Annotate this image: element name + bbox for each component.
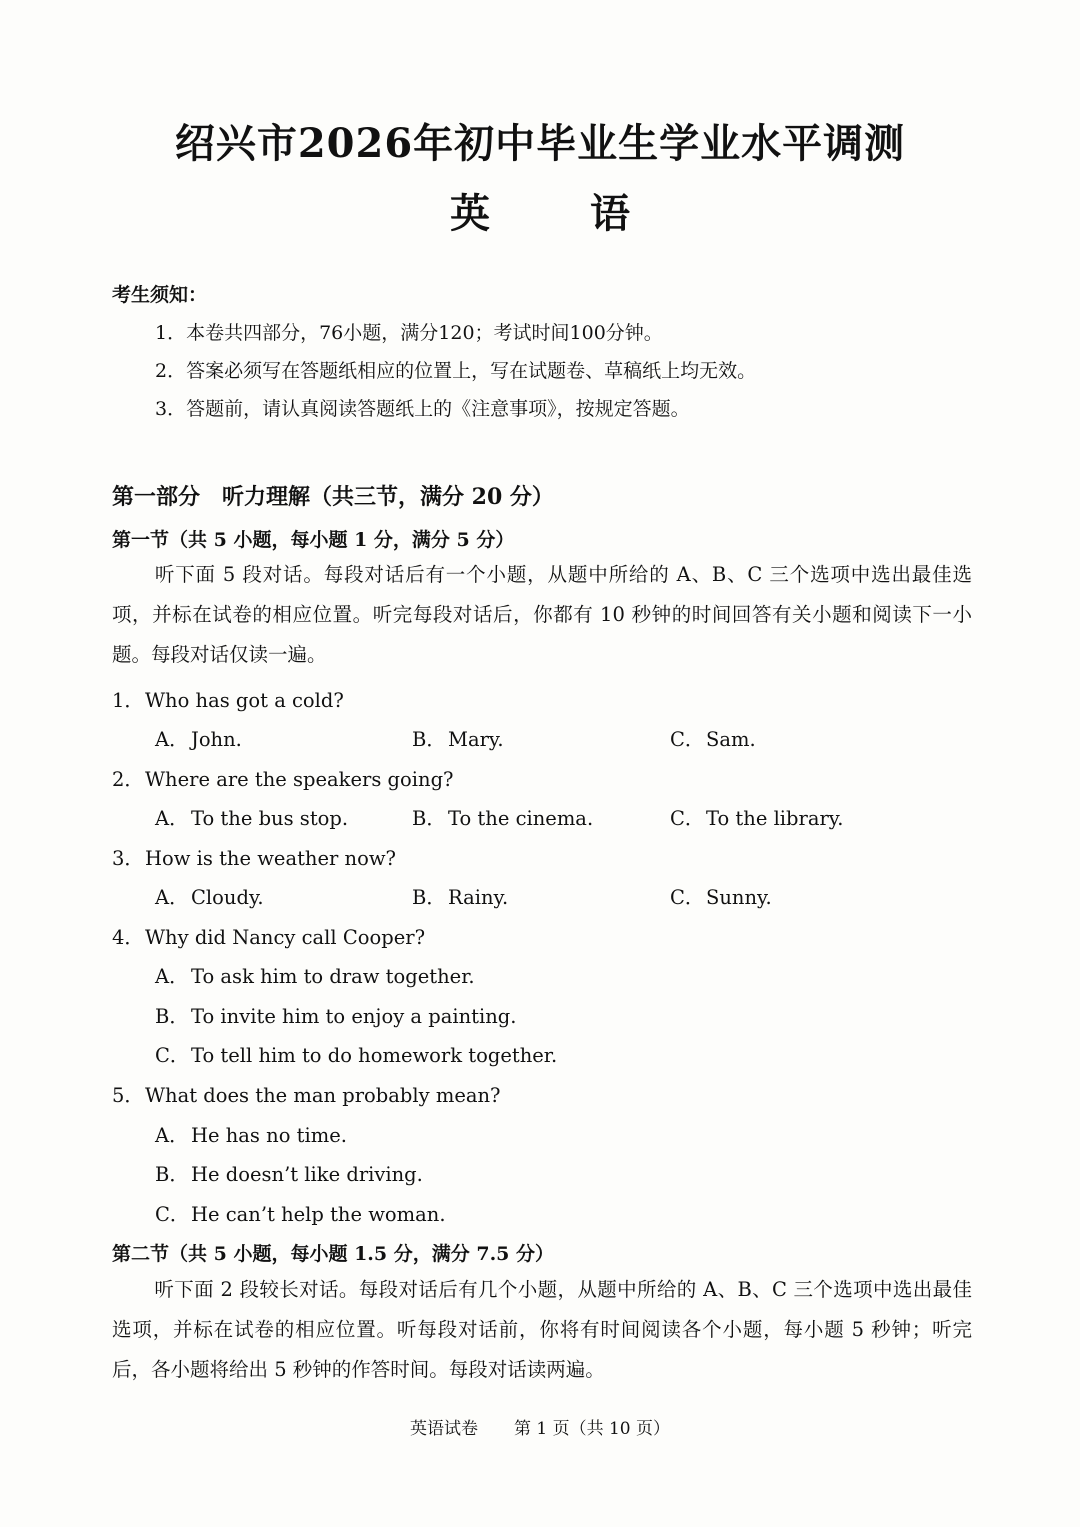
question-5	[112, 1080, 501, 1108]
question-number: 2．	[112, 768, 144, 791]
option-text: He doesn’t like driving.	[191, 1163, 423, 1186]
question-2	[112, 764, 454, 792]
option-text: Rainy.	[448, 886, 509, 909]
part1-heading: 第一部分 听力理解（共三节，满分 20 分）	[112, 484, 554, 510]
section2-instructions	[112, 1270, 972, 1390]
subject-char-1: 英	[450, 190, 490, 237]
option-letter: A．	[155, 728, 189, 751]
question-1	[112, 685, 344, 713]
question-3	[112, 843, 396, 871]
option-text: Sam.	[706, 728, 756, 751]
question-number: 5．	[112, 1084, 144, 1107]
option-letter: A．	[155, 886, 189, 909]
section2-heading: 第二节（共 5 小题，每小题 1.5 分，满分 7.5 分）	[112, 1243, 555, 1265]
option-letter: B．	[155, 1163, 189, 1186]
question-text: Where are the speakers going?	[145, 768, 454, 791]
option-text: John.	[191, 728, 242, 751]
option-1a	[155, 724, 242, 752]
section2-instructions-text: 听下面 2 段较长对话。每段对话后有几个小题，从题中所给的 A、B、C 三个选项中选出最佳选项，并标在试卷的相应位置。听每段对话前，你将有时间阅读各个小题，每小题 5 秒钟；听完后，各小题将给出 5 秒钟的作答时间。每段对话读两遍。	[112, 1278, 972, 1381]
notice-item: 2．答案必须写在答题纸相应的位置上，写在试题卷、草稿纸上均无效。	[155, 360, 757, 382]
subject-char-2: 语	[590, 190, 630, 237]
option-3c	[670, 882, 772, 910]
option-5c	[155, 1199, 446, 1227]
question-text: Why did Nancy call Cooper?	[145, 926, 426, 949]
option-text: He has no time.	[191, 1124, 347, 1147]
option-3a	[155, 882, 264, 910]
option-text: Sunny.	[706, 886, 772, 909]
option-2b	[412, 803, 593, 831]
option-text: Cloudy.	[191, 886, 264, 909]
option-letter: C．	[670, 807, 705, 830]
option-2c	[670, 803, 843, 831]
option-text: To tell him to do homework together.	[191, 1044, 558, 1067]
question-number: 3．	[112, 847, 144, 870]
question-text: Who has got a cold?	[145, 689, 344, 712]
option-letter: C．	[670, 728, 705, 751]
option-text: To the library.	[706, 807, 844, 830]
option-letter: C．	[155, 1044, 190, 1067]
question-4	[112, 922, 425, 950]
footer-page-info: 第 1 页（共 10 页）	[513, 1419, 671, 1439]
question-number: 1．	[112, 689, 144, 712]
option-letter: A．	[155, 965, 189, 988]
option-letter: A．	[155, 807, 189, 830]
option-2a	[155, 803, 348, 831]
option-5a	[155, 1120, 347, 1148]
option-text: To the bus stop.	[191, 807, 349, 830]
option-text: To ask him to draw together.	[191, 965, 475, 988]
option-letter: B．	[412, 728, 446, 751]
option-4b	[155, 1001, 516, 1029]
exam-subject	[0, 182, 1080, 239]
option-letter: B．	[412, 886, 446, 909]
option-text: To invite him to enjoy a painting.	[191, 1005, 517, 1028]
option-text: He can’t help the woman.	[191, 1203, 446, 1226]
option-letter: B．	[412, 807, 446, 830]
exam-title: 绍兴市2026年初中毕业生学业水平调测	[174, 120, 906, 167]
footer-paper-name: 英语试卷	[409, 1419, 478, 1439]
option-4c	[155, 1040, 557, 1068]
notice-item: 1．本卷共四部分，76小题，满分120；考试时间100分钟。	[155, 322, 663, 344]
option-text: To the cinema.	[448, 807, 594, 830]
section1-instructions-text: 听下面 5 段对话。每段对话后有一个小题，从题中所给的 A、B、C 三个选项中选出最佳选项，并标在试卷的相应位置。听完每段对话后，你都有 10 秒钟的时间回答有关小题和阅读下一小题。每段对话仅读一遍。	[112, 563, 972, 666]
option-3b	[412, 882, 508, 910]
section1-heading: 第一节（共 5 小题，每小题 1 分，满分 5 分）	[112, 529, 515, 551]
question-text: How is the weather now?	[145, 847, 396, 870]
option-letter: C．	[670, 886, 705, 909]
notice-item: 3．答题前，请认真阅读答题纸上的《注意事项》，按规定答题。	[155, 398, 690, 420]
option-1c	[670, 724, 756, 752]
question-number: 4．	[112, 926, 144, 949]
option-text: Mary.	[448, 728, 504, 751]
option-letter: C．	[155, 1203, 190, 1226]
option-letter: A．	[155, 1124, 189, 1147]
option-4a	[155, 961, 475, 989]
option-letter: B．	[155, 1005, 189, 1028]
notice-heading: 考生须知：	[112, 284, 208, 306]
page-footer	[0, 1414, 1080, 1439]
section1-instructions	[112, 555, 972, 675]
question-text: What does the man probably mean?	[145, 1084, 501, 1107]
option-5b	[155, 1159, 423, 1187]
option-1b	[412, 724, 504, 752]
